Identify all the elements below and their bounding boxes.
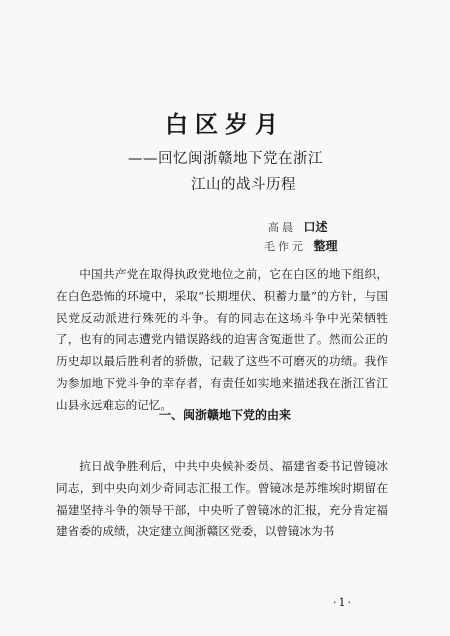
credit-narrator	[268, 219, 328, 236]
intro-paragraph: 中国共产党在取得执政党地位之前，它在白区的地下组织，在白色恐怖的环境中，采取“长期埋伏、积蓄力量”的方针，与国民党反动派进行殊死的斗争。有的同志在这场斗争中光荣牺牲了，也有的同志遭党内错误路线的迫害含冤逝世了。然而公正的历史却以最后胜利者的骄傲，记载了这些不可磨灭的功绩。我作为参加地下党斗争的幸存者，有责任如实地来描述我在浙江省江山县永远难忘的记忆。	[56, 267, 388, 412]
credit-narrator-name: 高晨	[268, 221, 296, 234]
credit-editor	[264, 238, 338, 255]
article-subtitle-line-2: 江山的战斗历程	[191, 177, 296, 193]
credit-editor-name: 毛作元	[264, 240, 306, 253]
body-paragraph: 抗日战争胜利后，中共中央候补委员、福建省委书记曾镜冰同志，到中央向刘少奇同志汇报工作。曾镜冰是苏维埃时期留在福建坚持斗争的领导干部，中央听了曾镜冰的汇报，充分肯定福建省委的成绩，决定建立闽浙赣区党委，以曾镜冰为书	[56, 459, 388, 539]
section-heading: 一、闽浙赣地下党的由来	[158, 408, 291, 422]
article-subtitle-line-1: ——回忆闽浙赣地下党在浙江	[128, 151, 323, 167]
page-number: ·1·	[333, 596, 353, 609]
credit-editor-role: 整理	[313, 239, 338, 253]
article-title: 白区岁月	[165, 112, 285, 138]
credit-narrator-role: 口述	[303, 220, 328, 234]
